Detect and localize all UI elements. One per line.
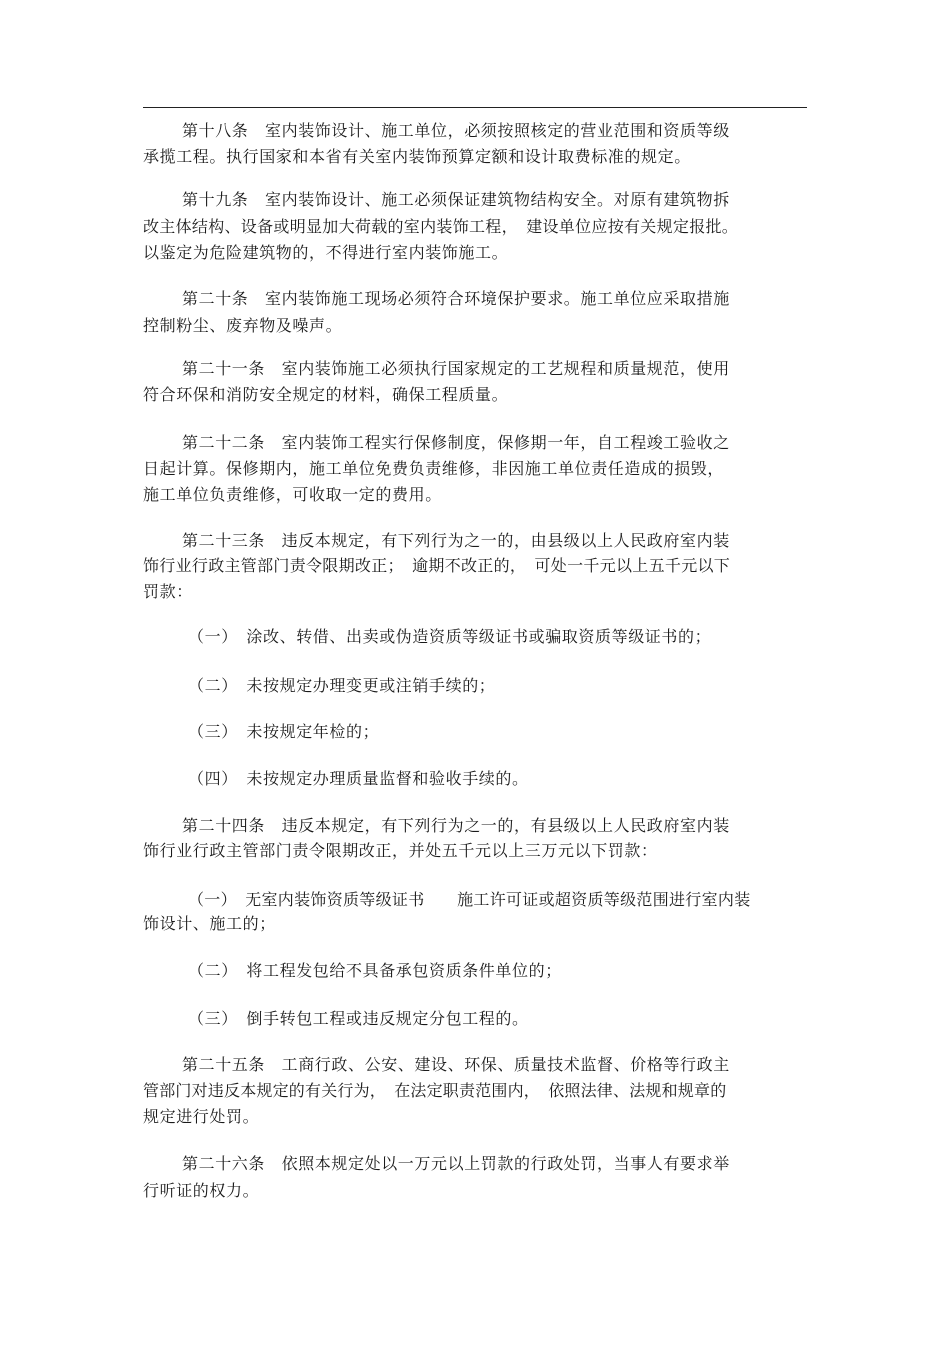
article-24-item-1-line-1: （一） 无室内装饰资质等级证书 施工许可证或超资质等级范围进行室内装 xyxy=(188,890,751,909)
article-25-line-3: 规定进行处罚。 xyxy=(143,1107,260,1126)
article-19-line-2: 改主体结构、设备或明显加大荷载的室内装饰工程， 建设单位应按有关规定报批。 xyxy=(143,217,739,236)
article-23-item-1: （一） 涂改、转借、出卖或伪造资质等级证书或骗取资质等级证书的； xyxy=(188,627,712,646)
article-20-line-2: 控制粉尘、废弃物及噪声。 xyxy=(143,316,343,335)
article-24-line-2: 饰行业行政主管部门责令限期改正，并处五千元以上三万元以下罚款： xyxy=(143,841,658,860)
article-26-line-2: 行听证的权力。 xyxy=(143,1181,260,1200)
article-20-line-1: 第二十条 室内装饰施工现场必须符合环境保护要求。施工单位应采取措施 xyxy=(182,289,730,308)
article-21-line-1: 第二十一条 室内装饰施工必须执行国家规定的工艺规程和质量规范，使用 xyxy=(182,359,730,378)
article-22-line-2: 日起计算。保修期内，施工单位免费负责维修，非因施工单位责任造成的损毁， xyxy=(143,459,725,478)
article-22-line-3: 施工单位负责维修，可收取一定的费用。 xyxy=(143,485,442,504)
article-24-line-1: 第二十四条 违反本规定，有下列行为之一的，有县级以上人民政府室内装 xyxy=(182,816,730,835)
article-23-item-2: （二） 未按规定办理变更或注销手续的； xyxy=(188,676,496,695)
article-24-item-2: （二） 将工程发包给不具备承包资质条件单位的； xyxy=(188,961,562,980)
header-rule xyxy=(143,107,807,108)
article-21-line-2: 符合环保和消防安全规定的材料，确保工程质量。 xyxy=(143,385,509,404)
article-19-line-1: 第十九条 室内装饰设计、施工必须保证建筑物结构安全。对原有建筑物拆 xyxy=(182,190,730,209)
article-26-line-1: 第二十六条 依照本规定处以一万元以上罚款的行政处罚，当事人有要求举 xyxy=(182,1154,730,1173)
article-19-line-3: 以鉴定为危险建筑物的，不得进行室内装饰施工。 xyxy=(143,243,509,262)
article-23-line-1: 第二十三条 违反本规定，有下列行为之一的，由县级以上人民政府室内装 xyxy=(182,531,730,550)
article-23-item-3: （三） 未按规定年检的； xyxy=(188,722,380,741)
article-24-item-1-line-2: 饰设计、施工的； xyxy=(143,914,276,933)
article-18-line-2: 承揽工程。执行国家和本省有关室内装饰预算定额和设计取费标准的规定。 xyxy=(143,147,691,166)
article-22-line-1: 第二十二条 室内装饰工程实行保修制度，保修期一年，自工程竣工验收之 xyxy=(182,433,730,452)
article-24-item-3: （三） 倒手转包工程或违反规定分包工程的。 xyxy=(188,1009,529,1028)
article-25-line-1: 第二十五条 工商行政、公安、建设、环保、质量技术监督、价格等行政主 xyxy=(182,1055,730,1074)
article-18-line-1: 第十八条 室内装饰设计、施工单位，必须按照核定的营业范围和资质等级 xyxy=(182,121,730,140)
article-25-line-2: 管部门对违反本规定的有关行为， 在法定职责范围内， 依照法律、法规和规章的 xyxy=(143,1081,727,1100)
article-23-line-3: 罚款： xyxy=(143,582,193,601)
article-23-line-2: 饰行业行政主管部门责令限期改正； 逾期不改正的， 可处一千元以上五千元以下 xyxy=(143,556,731,575)
article-23-item-4: （四） 未按规定办理质量监督和验收手续的。 xyxy=(188,769,529,788)
